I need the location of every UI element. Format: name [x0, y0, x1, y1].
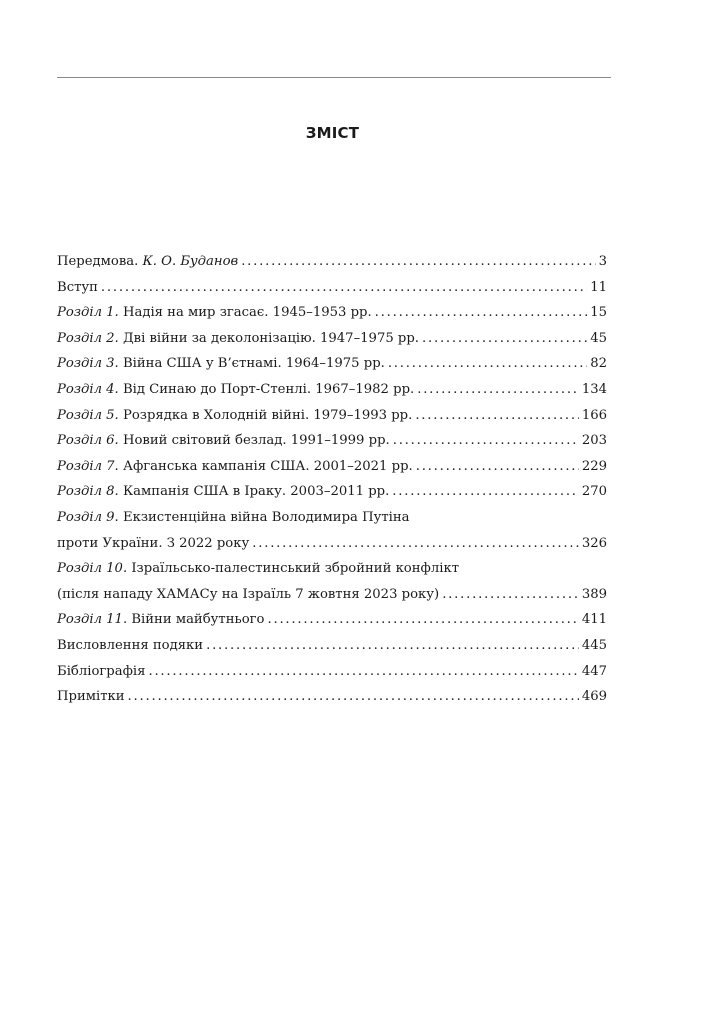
page-title: ЗМІСТ — [305, 124, 360, 142]
dot-leader — [206, 633, 579, 659]
toc-entry-title: Війни майбутнього — [127, 612, 265, 628]
toc-entry-title: Розрядка в Холодній війні. 1979–1993 рр. — [118, 407, 413, 423]
toc-entry-chapter-7 — [57, 454, 607, 480]
toc-entry-label: Передмова. — [57, 254, 143, 269]
toc-entry-page: 411 — [581, 612, 607, 628]
dot-leader — [392, 479, 579, 505]
toc-entry-page: 447 — [581, 663, 607, 679]
toc-entry-title: Надія на мир згасає. 1945–1953 рр. — [118, 305, 372, 321]
dot-leader — [128, 684, 579, 710]
toc-entry-foreword — [57, 249, 607, 275]
table-of-contents — [57, 249, 607, 710]
dot-leader — [375, 300, 588, 326]
dot-leader — [422, 326, 587, 352]
toc-entry-title: Війна США у В’єтнамі. 1964–1975 рр. — [118, 356, 385, 372]
dot-leader — [252, 531, 579, 557]
toc-entry-title: Вступ — [57, 279, 98, 295]
toc-entry-label: Розділ 3. — [57, 356, 119, 372]
toc-entry-page: 469 — [581, 689, 607, 705]
toc-entry-title: Примітки — [57, 689, 125, 705]
toc-entry-page: 82 — [590, 356, 607, 372]
toc-entry-page: 3 — [598, 254, 607, 269]
toc-entry-title: К. О. Буданов — [142, 254, 239, 269]
dot-leader — [417, 377, 579, 403]
toc-entry-page: 270 — [581, 484, 607, 500]
dot-leader — [241, 249, 595, 275]
toc-entry-title: Бібліографія — [57, 663, 146, 679]
toc-entry-label: Розділ 9. — [57, 509, 119, 525]
dot-leader — [442, 582, 579, 608]
toc-entry-page: 11 — [590, 279, 607, 295]
toc-entry-label: Розділ 8. — [57, 484, 119, 500]
toc-entry-chapter-4 — [57, 377, 607, 403]
toc-entry-label: Розділ 2. — [57, 330, 119, 346]
toc-entry-page: 326 — [581, 535, 607, 551]
toc-entry-chapter-6 — [57, 428, 607, 454]
toc-entry-title-line2: (після нападу ХАМАСу на Ізраїль 7 жовтня 2023 року) — [57, 586, 440, 602]
toc-entry-page: 445 — [581, 637, 607, 653]
dot-leader — [267, 607, 578, 633]
toc-entry-label: Розділ 4. — [57, 381, 119, 397]
toc-entry-label: Розділ 10. — [57, 561, 128, 577]
toc-entry-introduction — [57, 275, 607, 301]
toc-entry-page: 389 — [581, 586, 607, 602]
toc-entry-label: Розділ 5. — [57, 407, 119, 423]
toc-entry-page: 15 — [590, 305, 607, 321]
toc-entry-page: 45 — [590, 330, 607, 346]
dot-leader — [416, 454, 579, 480]
toc-entry-chapter-11 — [57, 607, 607, 633]
toc-entry-label: Розділ 11. — [57, 612, 128, 628]
toc-entry-page: 134 — [581, 381, 607, 397]
toc-entry-title-line1: Ізраїльсько-палестинський збройний конфлікт — [127, 561, 459, 577]
toc-entry-title: Дві війни за деколонізацію. 1947–1975 рр. — [118, 330, 419, 346]
dot-leader — [415, 403, 579, 429]
toc-entry-chapter-3 — [57, 351, 607, 377]
toc-entry-page: 229 — [581, 458, 607, 474]
toc-entry-bibliography — [57, 659, 607, 685]
dot-leader — [393, 428, 579, 454]
toc-entry-notes — [57, 684, 607, 710]
toc-entry-chapter-5 — [57, 403, 607, 429]
toc-entry-title: Висловлення подяки — [57, 637, 204, 653]
toc-entry-chapter-10 — [57, 556, 607, 607]
toc-entry-label: Розділ 1. — [57, 305, 119, 321]
toc-entry-title-line1: Екзистенційна війна Володимира Путіна — [118, 509, 410, 525]
toc-entry-page: 166 — [581, 407, 607, 423]
toc-entry-page: 203 — [581, 433, 607, 449]
toc-entry-title: Кампанія США в Іраку. 2003–2011 рр. — [118, 484, 390, 500]
dot-leader — [388, 351, 587, 377]
toc-entry-title: Від Синаю до Порт-Стенлі. 1967–1982 рр. — [118, 381, 415, 397]
header-rule — [57, 77, 611, 78]
toc-entry-title-line2: проти України. З 2022 року — [57, 535, 250, 551]
toc-entry-acknowledgements — [57, 633, 607, 659]
toc-entry-chapter-8 — [57, 479, 607, 505]
toc-entry-title: Афганська кампанія США. 2001–2021 рр. — [118, 458, 413, 474]
toc-entry-chapter-9 — [57, 505, 607, 556]
toc-entry-chapter-1 — [57, 300, 607, 326]
toc-entry-chapter-2 — [57, 326, 607, 352]
toc-entry-label: Розділ 7. — [57, 458, 119, 474]
toc-entry-title: Новий світовий безлад. 1991–1999 рр. — [118, 433, 390, 449]
toc-entry-label: Розділ 6. — [57, 433, 119, 449]
dot-leader — [101, 275, 587, 301]
dot-leader — [148, 659, 578, 685]
